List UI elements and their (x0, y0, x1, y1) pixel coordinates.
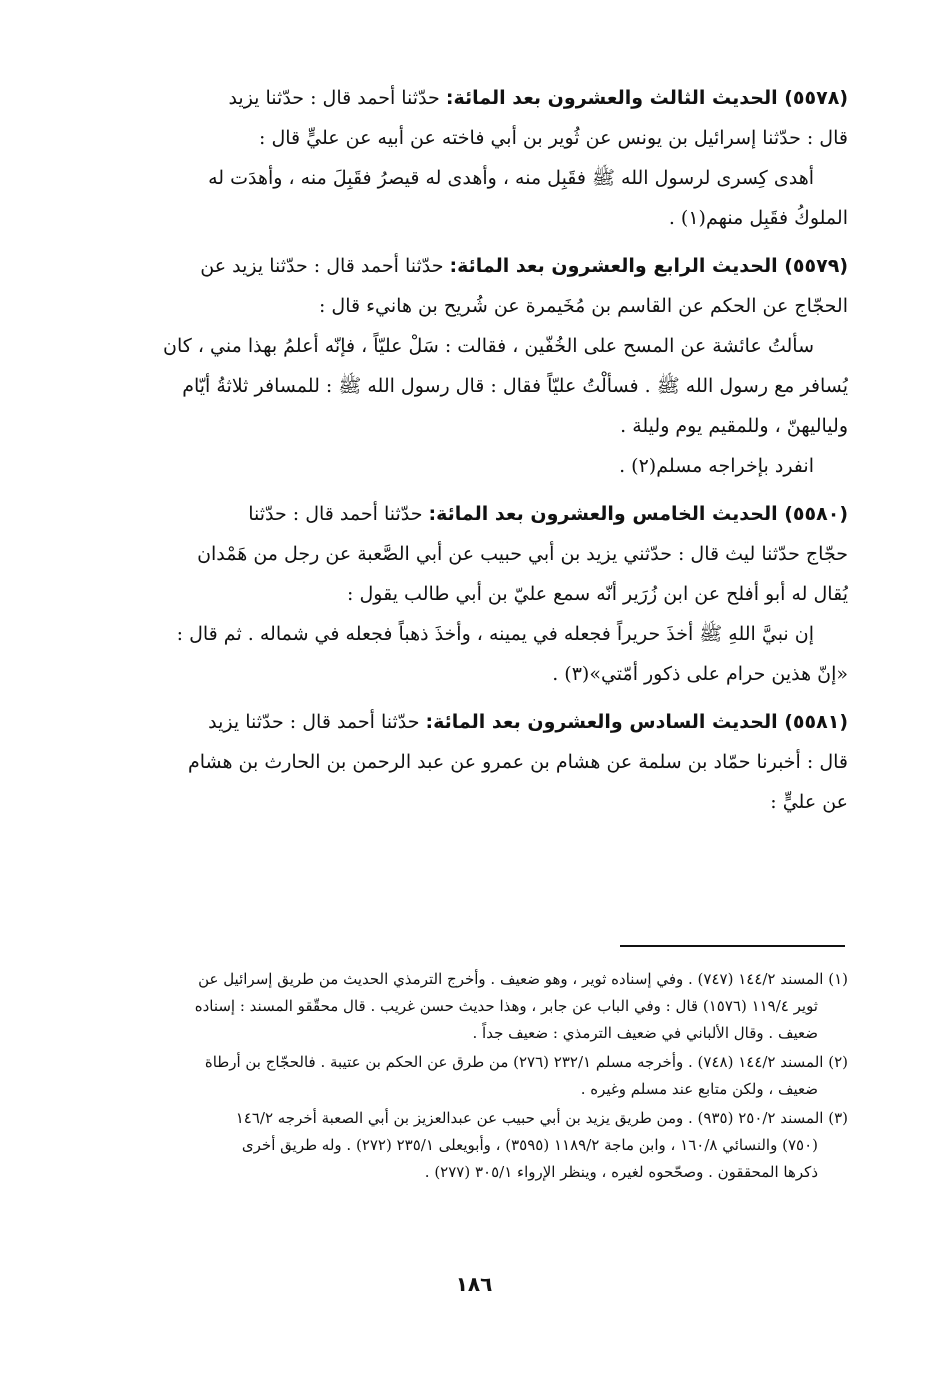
matn-line: ولياليهنّ ، وللمقيم يوم وليلة . (620, 415, 848, 437)
hadith-5580 (88, 494, 848, 694)
isnad-text: حدّثنا أحمد قال : حدّثنا يزيد (228, 87, 440, 109)
hadith-heading: (٥٥٨١) الحديث السادس والعشرون بعد المائة: (425, 711, 848, 733)
footnote-line: ضعيف ، ولكن متابع عند مسلم وغيره . (580, 1080, 818, 1098)
isnad-text: حدّثنا أحمد قال : حدّثنا يزيد (208, 711, 420, 733)
matn-line: أهدى كِسرى لرسول الله ﷺ فقَبِل منه ، وأهدى له قيصرُ فقَبِلَ منه ، وأهدَت له (208, 167, 814, 189)
page-number: ١٨٦ (455, 1272, 493, 1296)
hadith-5581 (88, 702, 848, 822)
footnote-line: ضعيف . وقال الألباني في ضعيف الترمذي : ضعيف جداً . (472, 1024, 818, 1042)
isnad-text: حدّثنا أحمد قال : حدّثنا (248, 503, 423, 525)
matn-line: الملوكُ فقَبِل منهم(١) . (668, 207, 848, 229)
footnote-3 (88, 1105, 848, 1186)
matn-line: «إنّ هذين حرام على ذكور أمّتي»(٣) . (552, 663, 848, 685)
hadith-heading: (٥٥٧٨) الحديث الثالث والعشرون بعد المائة: (445, 87, 848, 109)
main-text (88, 78, 848, 830)
hadith-heading-line (88, 246, 848, 286)
footnote-line: ذكرها المحققون . وصحّحوه لغيره ، وينظر الإرواء ٣٠٥/١ (٢٧٧) . (424, 1163, 818, 1181)
matn-line: إن نبيَّ اللهِ ﷺ أخذَ حريراً فجعله في يمينه ، وأخذَ ذهباً فجعله في شماله . ثم قال : (176, 623, 814, 645)
footnote-2 (88, 1049, 848, 1103)
hadith-heading-line (88, 78, 848, 118)
footnote-1 (88, 966, 848, 1047)
footnote-line: (٣) المسند ٢٥٠/٢ (٩٣٥) . ومن طريق يزيد بن أبي حبيب عن عبدالعزيز بن أبي الصعبة أخرجه ١٤٦/٢ (235, 1109, 848, 1127)
isnad-text: حدّثنا أحمد قال : حدّثنا يزيد عن (200, 255, 444, 277)
hadith-5578 (88, 78, 848, 238)
hadith-heading-line (88, 494, 848, 534)
footnotes (88, 966, 848, 1188)
isnad-line: قال : حدّثنا إسرائيل بن يونس عن ثُوير بن أبي فاخته عن أبيه عن عليٍّ قال : (259, 127, 848, 149)
isnad-line: حجّاج حدّثنا ليث قال : حدّثني يزيد بن أبي حبيب عن أبي الصَّعبة عن رجل من هَمْدان (197, 543, 848, 565)
hadith-heading: (٥٥٧٩) الحديث الرابع والعشرون بعد المائة: (449, 255, 848, 277)
hadith-heading-line (88, 702, 848, 742)
matn-line: سألتُ عائشة عن المسح على الخُفّين ، فقالت : سَلْ عليّاً ، فإنّه أعلمُ بهذا مني ، كان (163, 335, 814, 357)
hadith-5579 (88, 246, 848, 486)
footnote-line: (٢) المسند ١٤٤/٢ (٧٤٨) . وأخرجه مسلم ٢٣٢/١ (٢٧٦) من طرق عن الحكم بن عتيبة . فالحجّاج بن أرطاة (204, 1053, 848, 1071)
isnad-line: قال : أخبرنا حمّاد بن سلمة عن هشام بن عمرو عن عبد الرحمن بن الحارث بن هشام (188, 751, 848, 773)
isnad-line: عن عليٍّ : (770, 791, 848, 813)
footnote-line: (٧٥٠) والنسائي ١٦٠/٨ ، وابن ماجة ١١٨٩/٢ (٣٥٩٥) ، وأبويعلى ٢٣٥/١ (٢٧٢) . وله طريق أخرى (241, 1136, 818, 1154)
isnad-line: الحجّاج عن الحكم عن القاسم بن مُخَيمرة عن شُريح بن هانيء قال : (318, 295, 848, 317)
matn-line: يُسافر مع رسول الله ﷺ . فسألْتُ عليّاً فقال : قال رسول الله ﷺ : للمسافر ثلاثةُ أيّام (182, 375, 848, 397)
footnote-line: ثوير ١١٩/٤ (١٥٧٦) قال : وفي الباب عن جابر ، وهذا حديث حسن غريب . قال محقّقو المسند : إسناده (194, 997, 818, 1015)
footnote-separator (620, 945, 845, 947)
footnote-line: (١) المسند ١٤٤/٢ (٧٤٧) . وفي إسناده ثوير ، وهو ضعيف . وأخرج الترمذي الحديث من طريق إسرائيل عن (198, 970, 848, 988)
takhrij-line: انفرد بإخراجه مسلم(٢) . (619, 455, 814, 477)
isnad-line: يُقال له أبو أفلح عن ابن زُرَير أنّه سمع عليّ بن أبي طالب يقول : (347, 583, 848, 605)
hadith-heading: (٥٥٨٠) الحديث الخامس والعشرون بعد المائة: (428, 503, 848, 525)
